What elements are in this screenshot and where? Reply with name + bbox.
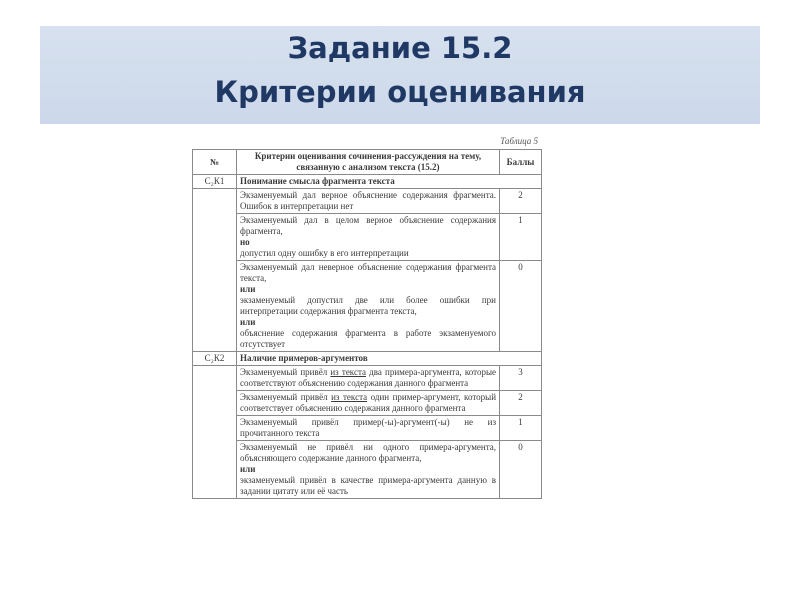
row-description (237, 189, 500, 214)
description-text: допустил одну ошибку в его интерпретации (240, 248, 409, 258)
description-text: экзаменуемый допустил две или более ошибки при интерпретации содержания фрагмента текста, (240, 295, 496, 316)
table-row (193, 189, 542, 214)
row-description (237, 416, 500, 441)
slide-title-line-1: Задание 15.2 (287, 31, 513, 65)
description-text: объяснение содержания фрагмента в работе экзаменуемого отсутствует (240, 328, 496, 349)
table-row (193, 416, 542, 441)
criterion-row-k2 (193, 352, 542, 366)
row-score: 1 (500, 416, 542, 441)
header-number: № (193, 150, 237, 175)
row-score: 3 (500, 366, 542, 391)
criteria-table (192, 149, 542, 499)
row-score: 0 (500, 261, 542, 352)
connector-or: или (240, 317, 256, 327)
description-text: Экзаменуемый дал неверное объяснение содержания фрагмента текста, (240, 262, 496, 283)
table-row (193, 366, 542, 391)
criterion-code-k2: С₂К2 (193, 352, 237, 366)
criterion-row-k1 (193, 175, 542, 189)
header-criteria: Критерии оценивания сочинения-рассуждения на тему, связанную с анализом текста (15.2) (237, 150, 500, 175)
table-header-row (193, 150, 542, 175)
table-row (193, 261, 542, 352)
description-text: Экзаменуемый дал верное объяснение содержания фрагмента. Ошибок в интерпретации нет (240, 190, 496, 211)
row-description (237, 214, 500, 261)
row-description (237, 391, 500, 416)
row-score: 1 (500, 214, 542, 261)
criterion-title-k2: Наличие примеров-аргументов (237, 352, 542, 366)
table-caption: Таблица 5 (500, 136, 538, 146)
title-banner (40, 26, 760, 124)
criterion-title-k1: Понимание смысла фрагмента текста (237, 175, 542, 189)
description-text: один пример-аргумент, который соответствует объяснению содержания данного фрагмента (240, 392, 497, 413)
criterion-code-k1: С₂К1 (193, 175, 237, 189)
row-score: 2 (500, 391, 542, 416)
underlined-from-text: из текста (330, 367, 366, 377)
code-spacer (193, 189, 237, 352)
header-points: Баллы (500, 150, 542, 175)
description-text: Экзаменуемый привёл (240, 392, 332, 402)
row-description (237, 261, 500, 352)
row-description (237, 441, 500, 499)
table-row (193, 214, 542, 261)
code-spacer (193, 366, 237, 499)
row-description (237, 366, 500, 391)
description-text: Экзаменуемый дал в целом верное объяснение содержания фрагмента, (240, 215, 496, 236)
row-score: 0 (500, 441, 542, 499)
description-text: экзаменуемый привёл в качестве примера-аргумента данную в задании цитату или её часть (240, 475, 496, 496)
description-text: Экзаменуемый привёл (240, 367, 331, 377)
slide-title-line-2: Критерии оценивания (214, 75, 586, 109)
description-text: два примера-аргумента, которые соответствуют объяснению содержания данного фрагмента (240, 367, 496, 388)
connector-or: или (240, 464, 256, 474)
table-row (193, 391, 542, 416)
underlined-from-text: из текста (331, 392, 368, 402)
description-text: Экзаменуемый не привёл ни одного примера-аргумента, объясняющего содержание данного фрагмента, (240, 442, 496, 463)
connector-or: или (240, 284, 256, 294)
row-score: 2 (500, 189, 542, 214)
table-row (193, 441, 542, 499)
connector-but: но (240, 237, 250, 247)
description-text: Экзаменуемый привёл пример(-ы)-аргумент(-ы) не из прочитанного текста (240, 417, 496, 438)
